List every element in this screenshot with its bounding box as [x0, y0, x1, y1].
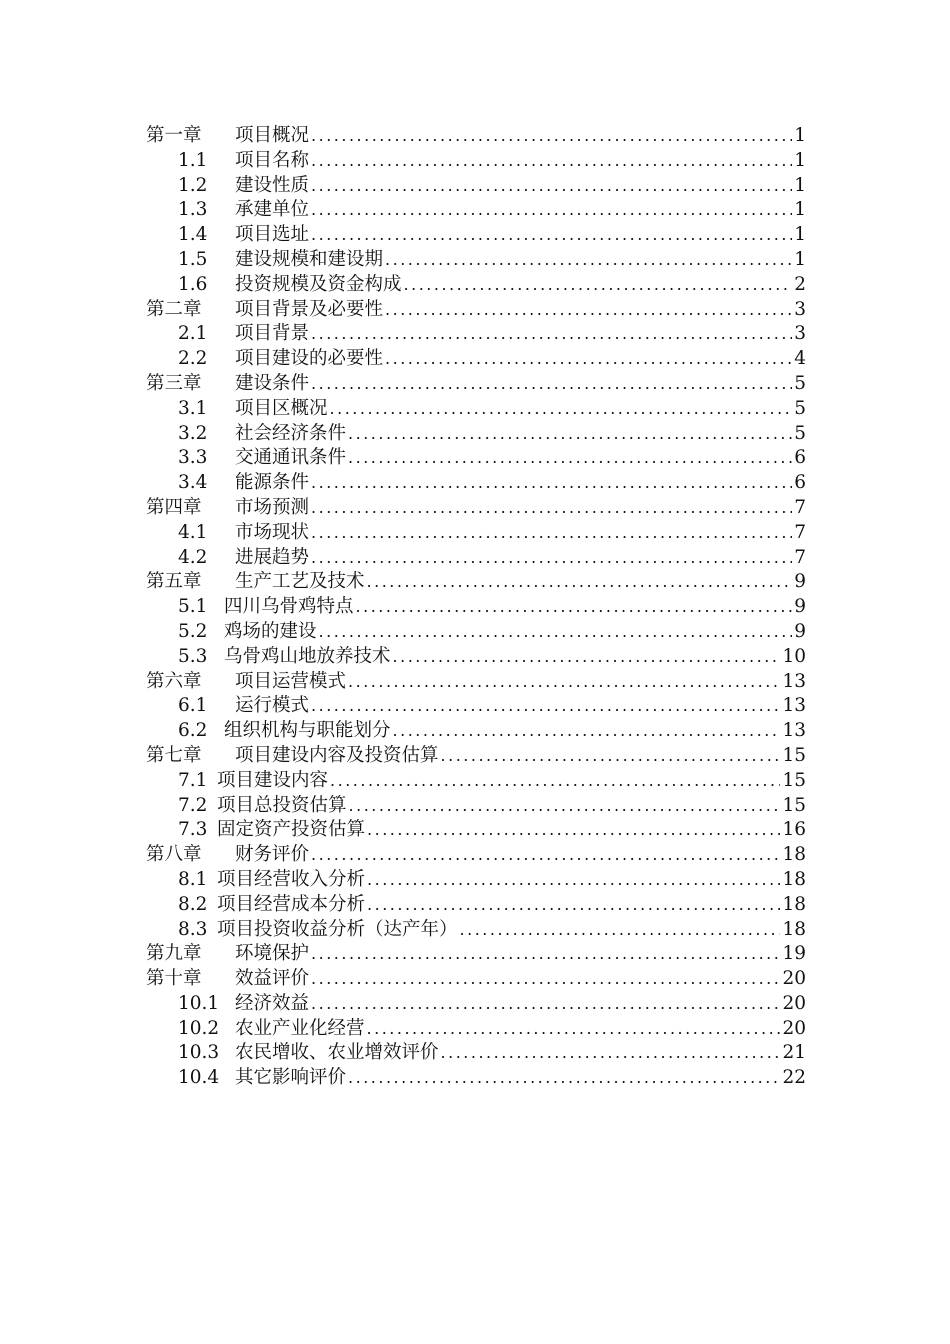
toc-page-number: 7 [794, 546, 806, 568]
toc-dot-leader [367, 893, 780, 918]
toc-chapter-row[interactable] [146, 744, 806, 769]
toc-section-row[interactable] [146, 397, 806, 422]
toc-page-number: 22 [782, 1067, 806, 1089]
toc-page-number: 3 [794, 323, 806, 345]
toc-section-row[interactable] [146, 893, 806, 918]
toc-entry-title: 市场现状 [235, 521, 310, 543]
toc-entry-number: 第六章 [146, 670, 202, 692]
toc-dot-leader [311, 322, 792, 347]
toc-dot-leader [441, 1041, 781, 1066]
toc-page-number: 2 [794, 273, 806, 295]
toc-entry-number: 3.1 [178, 397, 208, 419]
toc-section-row[interactable] [146, 620, 806, 645]
toc-page-number: 3 [794, 298, 806, 320]
toc-section-row[interactable] [146, 322, 806, 347]
toc-entry-number: 8.1 [178, 868, 208, 890]
toc-entry-title: 财务评价 [235, 844, 310, 866]
toc-page-number: 4 [794, 348, 806, 370]
toc-dot-leader [311, 174, 792, 199]
toc-page-number: 1 [794, 248, 806, 270]
toc-page-number: 18 [782, 918, 806, 940]
toc-entry-title: 市场预测 [235, 496, 310, 518]
toc-section-row[interactable] [146, 645, 806, 670]
toc-entry-title: 项目总投资估算 [217, 794, 347, 816]
toc-dot-leader [393, 719, 781, 744]
toc-entry-title: 效益评价 [235, 968, 310, 990]
toc-section-row[interactable] [146, 198, 806, 223]
toc-entry-number: 10.3 [178, 1042, 220, 1064]
toc-page-number: 16 [782, 819, 806, 841]
toc-entry-number: 5.3 [178, 645, 208, 667]
toc-entry-number: 1.5 [178, 248, 208, 270]
toc-page-number: 6 [794, 447, 806, 469]
toc-entry-number: 2.1 [178, 323, 208, 345]
toc-dot-leader [441, 744, 781, 769]
toc-page-number: 5 [794, 422, 806, 444]
toc-page-number: 9 [794, 571, 806, 593]
toc-entry-title: 能源条件 [235, 472, 310, 494]
toc-dot-leader [367, 1017, 781, 1042]
toc-dot-leader [460, 918, 781, 943]
toc-entry-title: 项目建设的必要性 [235, 348, 384, 370]
toc-section-row[interactable] [146, 347, 806, 372]
toc-page-number: 1 [794, 199, 806, 221]
toc-section-row[interactable] [146, 471, 806, 496]
toc-section-row[interactable] [146, 769, 806, 794]
toc-dot-leader [348, 446, 792, 471]
toc-dot-leader [393, 645, 781, 670]
toc-entry-title: 建设规模和建设期 [235, 248, 384, 270]
toc-dot-leader [367, 818, 780, 843]
toc-entry-title: 鸡场的建设 [224, 620, 317, 642]
toc-entry-number: 3.4 [178, 472, 208, 494]
toc-dot-leader [311, 372, 792, 397]
toc-entry-number: 1.1 [178, 149, 208, 171]
toc-entry-number: 6.2 [178, 720, 208, 742]
toc-entry-title: 组织机构与职能划分 [224, 720, 391, 742]
toc-entry-number: 7.2 [178, 794, 208, 816]
toc-page-number: 13 [782, 670, 806, 692]
toc-page-number: 5 [794, 397, 806, 419]
toc-dot-leader [385, 347, 792, 372]
toc-page-number: 1 [794, 149, 806, 171]
toc-dot-leader [367, 868, 780, 893]
toc-entry-number: 第四章 [146, 496, 202, 518]
toc-entry-title: 四川乌骨鸡特点 [224, 596, 354, 618]
toc-entry-title: 项目运营模式 [235, 670, 347, 692]
toc-chapter-row[interactable] [146, 570, 806, 595]
toc-dot-leader [311, 942, 780, 967]
toc-page-number: 1 [794, 224, 806, 246]
toc-page-number: 10 [782, 645, 806, 667]
toc-entry-number: 3.2 [178, 422, 208, 444]
toc-page-number: 1 [794, 125, 806, 146]
toc-page-number: 7 [794, 496, 806, 518]
toc-entry-title: 投资规模及资金构成 [235, 273, 402, 295]
toc-dot-leader [311, 471, 792, 496]
toc-dot-leader [311, 496, 792, 521]
toc-entry-number: 10.1 [178, 992, 220, 1014]
toc-page-number: 1 [794, 174, 806, 196]
toc-entry-number: 第九章 [146, 943, 202, 965]
toc-entry-number: 5.2 [178, 620, 208, 642]
toc-entry-title: 乌骨鸡山地放养技术 [224, 645, 391, 667]
toc-entry-title: 环境保护 [235, 943, 310, 965]
toc-dot-leader [356, 595, 793, 620]
toc-dot-leader [311, 967, 780, 992]
toc-entry-number: 10.4 [178, 1067, 220, 1089]
toc-chapter-row[interactable] [146, 298, 806, 323]
toc-page-number: 20 [782, 992, 806, 1014]
toc-dot-leader [348, 422, 792, 447]
toc-entry-number: 3.3 [178, 447, 208, 469]
toc-page-number: 7 [794, 521, 806, 543]
toc-entry-number: 第十章 [146, 968, 202, 990]
toc-page-number: 15 [782, 769, 806, 791]
toc-page-number: 9 [794, 620, 806, 642]
toc-section-row[interactable] [146, 521, 806, 546]
toc-dot-leader [330, 397, 793, 422]
toc-entry-title: 运行模式 [235, 695, 310, 717]
toc-entry-number: 第八章 [146, 844, 202, 866]
toc-entry-title: 项目经营收入分析 [217, 868, 366, 890]
toc-entry-title: 农民增收、农业增效评价 [235, 1042, 439, 1064]
toc-entry-number: 5.1 [178, 596, 208, 618]
toc-page-number: 18 [782, 868, 806, 890]
toc-section-row[interactable] [146, 794, 806, 819]
table-of-contents [146, 124, 806, 1091]
toc-entry-title: 交通通讯条件 [235, 447, 347, 469]
toc-page-number: 20 [782, 968, 806, 990]
toc-entry-title: 项目背景 [235, 323, 310, 345]
toc-chapter-row[interactable] [146, 967, 806, 992]
toc-page-number: 18 [782, 844, 806, 866]
toc-entry-number: 6.1 [178, 695, 208, 717]
toc-section-row[interactable] [146, 868, 806, 893]
toc-section-row[interactable] [146, 719, 806, 744]
toc-dot-leader [311, 843, 780, 868]
toc-section-row[interactable] [146, 546, 806, 571]
toc-entry-title: 农业产业化经营 [235, 1017, 365, 1039]
toc-dot-leader [311, 546, 792, 571]
toc-dot-leader [311, 124, 792, 149]
toc-entry-number: 2.2 [178, 348, 208, 370]
toc-chapter-row[interactable] [146, 843, 806, 868]
toc-entry-number: 第七章 [146, 744, 202, 766]
toc-section-row[interactable] [146, 818, 806, 843]
toc-page-number: 5 [794, 372, 806, 394]
toc-entry-title: 进展趋势 [235, 546, 310, 568]
toc-chapter-row[interactable] [146, 372, 806, 397]
toc-entry-number: 第五章 [146, 571, 202, 593]
toc-dot-leader [385, 298, 792, 323]
toc-entry-number: 1.6 [178, 273, 208, 295]
toc-entry-number: 8.3 [178, 918, 208, 940]
toc-page-number: 21 [782, 1042, 806, 1064]
toc-entry-number: 4.1 [178, 521, 208, 543]
toc-page-number: 13 [782, 720, 806, 742]
toc-dot-leader [330, 769, 780, 794]
toc-dot-leader [311, 521, 792, 546]
toc-entry-title: 项目背景及必要性 [235, 298, 384, 320]
toc-dot-leader [311, 694, 780, 719]
toc-dot-leader [311, 992, 780, 1017]
toc-dot-leader [348, 670, 780, 695]
toc-chapter-row[interactable] [146, 124, 806, 149]
toc-entry-title: 经济效益 [235, 992, 310, 1014]
toc-entry-title: 建设性质 [235, 174, 310, 196]
toc-section-row[interactable] [146, 446, 806, 471]
toc-page-number: 6 [794, 472, 806, 494]
toc-dot-leader [311, 198, 792, 223]
toc-dot-leader [385, 248, 792, 273]
toc-page-number: 15 [782, 794, 806, 816]
toc-entry-title: 项目建设内容 [217, 769, 329, 791]
toc-page-number: 9 [794, 596, 806, 618]
toc-section-row[interactable] [146, 1041, 806, 1066]
toc-section-row[interactable] [146, 149, 806, 174]
toc-entry-number: 1.4 [178, 224, 208, 246]
toc-dot-leader [311, 223, 792, 248]
toc-entry-title: 其它影响评价 [235, 1067, 347, 1089]
toc-entry-title: 项目区概况 [235, 397, 328, 419]
toc-section-row[interactable] [146, 248, 806, 273]
toc-entry-title: 建设条件 [235, 372, 310, 394]
toc-section-row[interactable] [146, 223, 806, 248]
toc-entry-title: 社会经济条件 [235, 422, 347, 444]
toc-dot-leader [348, 1066, 780, 1091]
toc-entry-title: 项目建设内容及投资估算 [235, 744, 439, 766]
toc-entry-number: 7.3 [178, 819, 208, 841]
toc-entry-number: 1.3 [178, 199, 208, 221]
toc-entry-number: 第二章 [146, 298, 202, 320]
toc-entry-number: 7.1 [178, 769, 208, 791]
toc-page-number: 13 [782, 695, 806, 717]
toc-page-number: 15 [782, 744, 806, 766]
toc-entry-number: 第三章 [146, 372, 202, 394]
toc-chapter-row[interactable] [146, 670, 806, 695]
toc-entry-number: 第一章 [146, 125, 202, 146]
toc-dot-leader [404, 273, 793, 298]
toc-section-row[interactable] [146, 694, 806, 719]
toc-section-row[interactable] [146, 595, 806, 620]
toc-entry-title: 承建单位 [235, 199, 310, 221]
toc-page-number: 20 [782, 1017, 806, 1039]
toc-section-row[interactable] [146, 918, 806, 943]
toc-chapter-row[interactable] [146, 496, 806, 521]
toc-entry-title: 项目选址 [235, 224, 310, 246]
toc-section-row[interactable] [146, 273, 806, 298]
toc-dot-leader [367, 570, 793, 595]
toc-dot-leader [349, 794, 781, 819]
toc-chapter-row[interactable] [146, 942, 806, 967]
toc-entry-title: 项目概况 [235, 125, 310, 146]
toc-dot-leader [319, 620, 793, 645]
toc-section-row[interactable] [146, 422, 806, 447]
toc-section-row[interactable] [146, 1017, 806, 1042]
toc-entry-number: 4.2 [178, 546, 208, 568]
toc-entry-title: 生产工艺及技术 [235, 571, 365, 593]
toc-entry-title: 项目投资收益分析（达产年） [217, 918, 458, 940]
toc-entry-title: 固定资产投资估算 [217, 819, 366, 841]
toc-entry-title: 项目名称 [235, 149, 310, 171]
toc-section-row[interactable] [146, 174, 806, 199]
toc-dot-leader [311, 149, 792, 174]
toc-section-row[interactable] [146, 1066, 806, 1091]
toc-section-row[interactable] [146, 992, 806, 1017]
toc-entry-number: 10.2 [178, 1017, 220, 1039]
toc-entry-number: 1.2 [178, 174, 208, 196]
toc-entry-title: 项目经营成本分析 [217, 893, 366, 915]
toc-page-number: 19 [782, 943, 806, 965]
toc-page-number: 18 [782, 893, 806, 915]
toc-entry-number: 8.2 [178, 893, 208, 915]
